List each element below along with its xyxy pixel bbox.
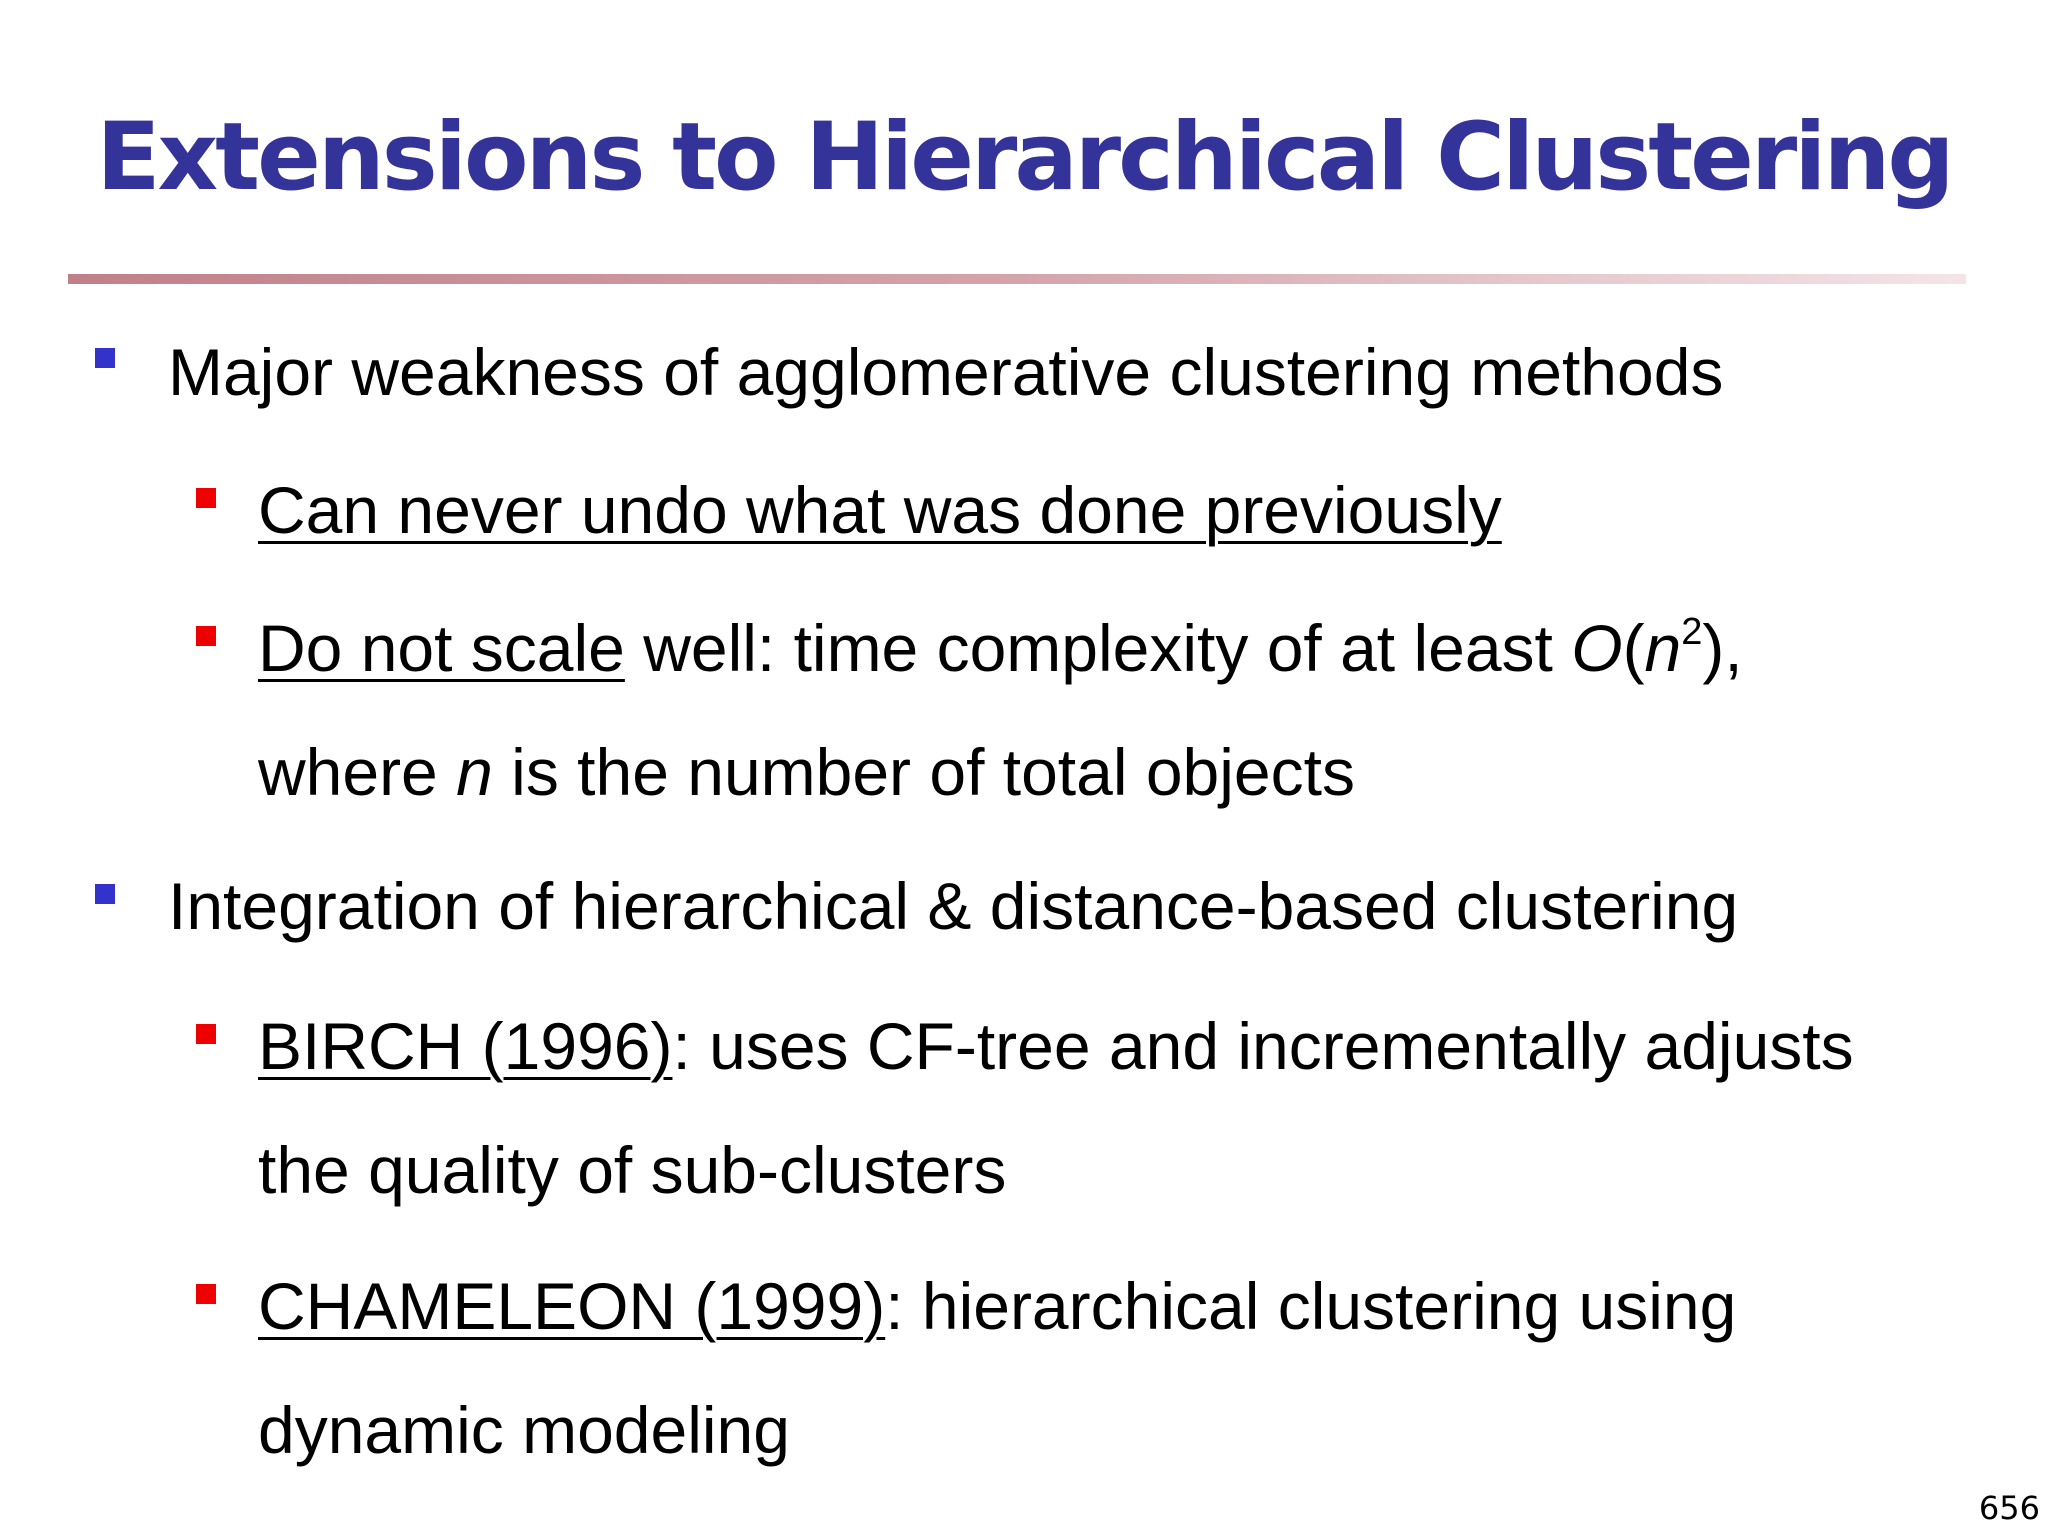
main-bullet-marker (95, 884, 115, 904)
sub-bullet-1-1 (258, 470, 1502, 550)
bullet-1-text: Major weakness of agglomerative clustering methods (168, 335, 1724, 409)
sub-bullet-1-2-continuation (258, 732, 1355, 812)
main-bullet-marker (95, 348, 115, 368)
sub-bullet-2-2-text: : hierarchical clustering using (885, 1269, 1737, 1343)
page-number: 656 (1978, 1489, 2040, 1527)
sub-bullet-1-2-underlined: Do not scale (258, 611, 625, 685)
bullet-2-text: Integration of hierarchical & distance-based clustering (168, 869, 1739, 943)
exponent: 2 (1681, 611, 1703, 653)
sub-bullet-2-1-continuation: the quality of sub-clusters (258, 1133, 1007, 1207)
variable-n: n (1644, 611, 1682, 685)
sub-bullet-1-1-underlined: Can never undo what was done previously (258, 473, 1502, 547)
sub-bullet-2-1 (258, 1006, 1854, 1086)
big-o-symbol: O (1571, 611, 1623, 685)
sub-bullet-2-2-underlined: CHAMELEON (1999) (258, 1269, 886, 1343)
continuation-text-a: where (258, 735, 457, 809)
sub-bullet-marker (196, 488, 216, 508)
variable-n: n (456, 735, 493, 809)
sub-bullet-1-2 (258, 608, 1743, 688)
title-divider (68, 274, 1966, 284)
sub-bullet-2-2-continuation: dynamic modeling (258, 1393, 790, 1467)
close-paren: ), (1702, 611, 1743, 685)
sub-bullet-2-2 (258, 1266, 1736, 1346)
sub-bullet-2-1-text: : uses CF-tree and incrementally adjusts (672, 1009, 1854, 1083)
sub-bullet-marker (196, 1024, 216, 1044)
continuation-text-b: is the number of total objects (492, 735, 1355, 809)
sub-bullet-1-2-text: well: time complexity of at least (624, 611, 1572, 685)
sub-bullet-2-1-underlined: BIRCH (1996) (258, 1009, 673, 1083)
open-paren: ( (1622, 611, 1645, 685)
sub-bullet-marker (196, 626, 216, 646)
slide-title: Extensions to Hierarchical Clustering (96, 103, 1952, 212)
sub-bullet-marker (196, 1284, 216, 1304)
